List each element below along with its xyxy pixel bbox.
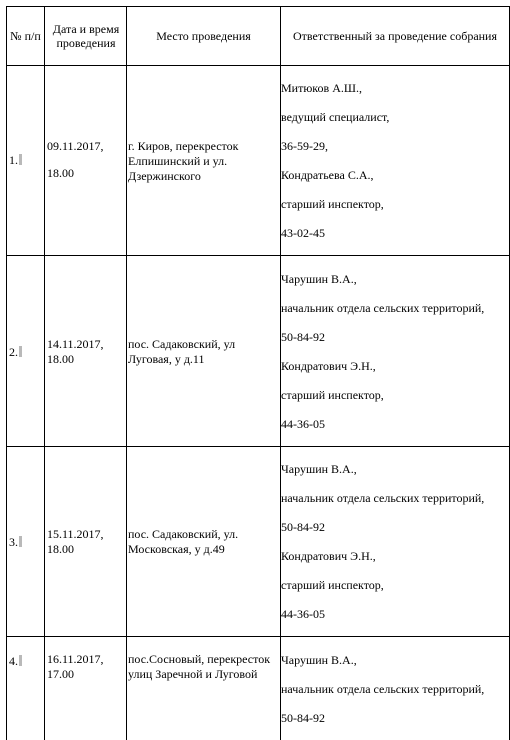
responsible-line: Кондратович Э.Н., [281, 549, 376, 563]
row-place: г. Киров, перекресток Елпишинский и ул. Дзержинского [128, 139, 239, 183]
header-number: № п/п [10, 29, 41, 43]
header-row-border [6, 65, 510, 66]
row-3-border [6, 636, 510, 637]
responsible-line: 43-02-45 [281, 226, 325, 240]
row-place: пос. Садаковский, ул Луговая, у д.11 [128, 337, 236, 366]
row-place: пос. Садаковский, ул. Московская, у д.49 [128, 527, 239, 556]
row-number: 4. [9, 654, 22, 668]
row-date: 09.11.2017, 18.00 [47, 139, 104, 180]
responsible-line: 44-36-05 [281, 607, 325, 621]
header-responsible: Ответственный за проведение собрания [292, 29, 498, 43]
responsible-line: ведущий специалист, [281, 110, 390, 124]
table-border-col2 [126, 6, 127, 740]
table-border-col1 [44, 6, 45, 740]
list-marker [19, 655, 22, 666]
responsible-line: Чарушин В.А., [281, 653, 357, 667]
header-date-time: Дата и время проведения [52, 22, 120, 50]
responsible-line: начальник отдела сельских территорий, [281, 301, 485, 315]
responsible-line: начальник отдела сельских территорий, [281, 491, 485, 505]
row-1-border [6, 255, 510, 256]
list-marker [19, 346, 22, 357]
responsible-line: начальник отдела сельских территорий, [281, 682, 485, 696]
responsible-line: 50-84-92 [281, 330, 325, 344]
responsible-line: старший инспектор, [281, 388, 384, 402]
table-border-left [6, 6, 7, 740]
responsible-line: 36-59-29, [281, 139, 328, 153]
responsible-line: 44-36-05 [281, 417, 325, 431]
responsible-line: 50-84-92 [281, 520, 325, 534]
responsible-line: Кондратович Э.Н., [281, 359, 376, 373]
responsible-line: 50-84-92 [281, 711, 325, 725]
responsible-line: Митюков А.Ш., [281, 81, 362, 95]
row-2-border [6, 446, 510, 447]
responsible-line: старший инспектор, [281, 197, 384, 211]
responsible-line: Чарушин В.А., [281, 272, 357, 286]
responsible-line: старший инспектор, [281, 578, 384, 592]
responsible-line: Кондратьева С.А., [281, 168, 374, 182]
row-number: 1. [9, 153, 22, 167]
header-place: Место проведения [156, 29, 251, 43]
list-marker [19, 154, 22, 165]
row-date: 15.11.2017, 18.00 [47, 527, 104, 556]
row-date: 16.11.2017, 17.00 [47, 652, 104, 681]
row-date: 14.11.2017, 18.00 [47, 337, 104, 366]
responsible-line: Чарушин В.А., [281, 462, 357, 476]
document-table [6, 6, 510, 740]
row-place: пос.Сосновый, перекресток улиц Заречной и Луговой [128, 652, 271, 681]
list-marker [19, 536, 22, 547]
row-number: 3. [9, 535, 22, 549]
row-number: 2. [9, 345, 22, 359]
